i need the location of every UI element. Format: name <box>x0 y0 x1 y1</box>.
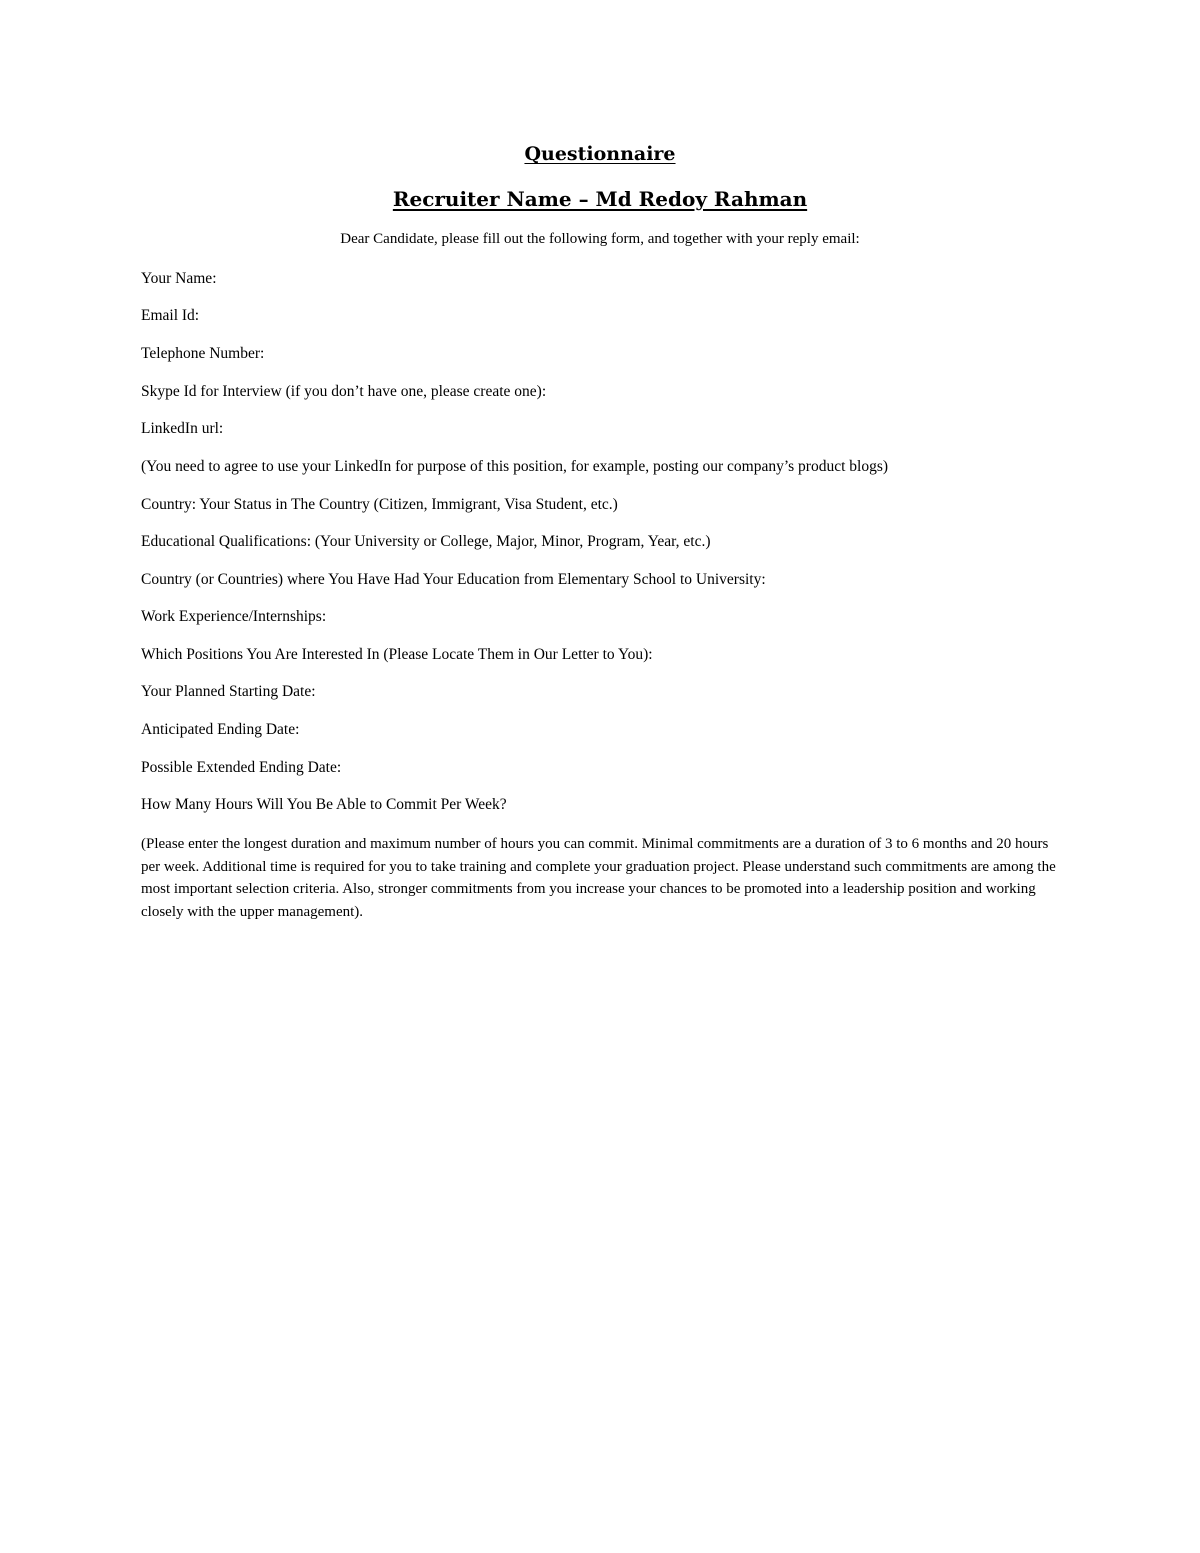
field-hours-per-week: How Many Hours Will You Be Able to Commit Per Week? <box>141 796 507 813</box>
document-title: Questionnaire <box>524 143 676 165</box>
field-linkedin-url: LinkedIn url: <box>141 420 224 437</box>
field-planned-starting-date: Your Planned Starting Date: <box>141 683 316 700</box>
field-email-id: Email Id: <box>141 307 200 324</box>
commitment-note: (Please enter the longest duration and maximum number of hours you can commit. Minimal commitments are a duration of 3 to 6 months and 20 hours per week. Additional time is required for you to take training and complete your graduation project. Please understand such commitments are among the most important selection criteria. Also, stronger commitments from you increase your chances to be promoted into a leadership position and working closely with the upper management). <box>141 836 1056 920</box>
field-education-countries: Country (or Countries) where You Have Had Your Education from Elementary School to University: <box>141 571 766 588</box>
field-extended-ending-date: Possible Extended Ending Date: <box>141 759 342 776</box>
field-skype-id: Skype Id for Interview (if you don’t have one, please create one): <box>141 383 547 400</box>
field-work-experience: Work Experience/Internships: <box>141 608 327 625</box>
field-your-name: Your Name: <box>141 270 217 287</box>
field-telephone-number: Telephone Number: <box>141 345 265 362</box>
recruiter-name-heading: Recruiter Name – Md Redoy Rahman <box>392 187 808 211</box>
intro-text: Dear Candidate, please fill out the following form, and together with your reply email: <box>340 231 860 247</box>
field-positions-interested: Which Positions You Are Interested In (Please Locate Them in Our Letter to You): <box>141 646 653 663</box>
field-educational-qualifications: Educational Qualifications: (Your University or College, Major, Minor, Program, Year, etc.) <box>141 533 711 550</box>
field-country-status: Country: Your Status in The Country (Citizen, Immigrant, Visa Student, etc.) <box>141 496 618 513</box>
linkedin-agreement-note: (You need to agree to use your LinkedIn for purpose of this position, for example, posting our company’s product blogs) <box>141 458 889 475</box>
field-anticipated-ending-date: Anticipated Ending Date: <box>141 721 300 738</box>
